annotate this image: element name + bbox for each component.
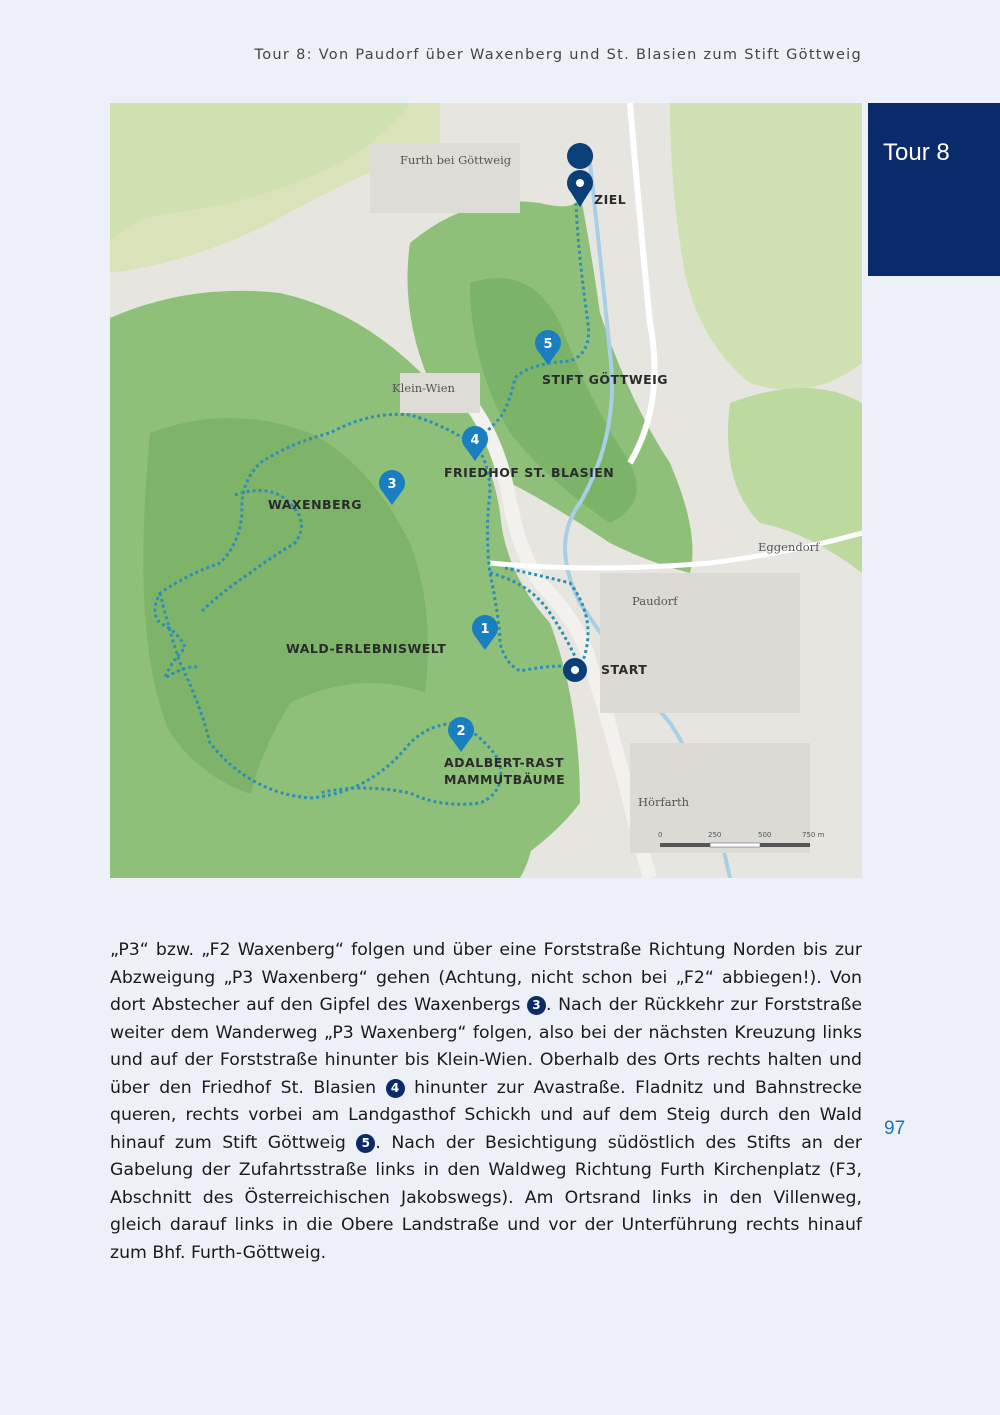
waypoint-badge-5: 5 [356, 1134, 375, 1153]
waypoint-3-number: 3 [387, 477, 397, 492]
town-paudorf [600, 573, 800, 713]
place-paudorf: Paudorf [632, 594, 678, 608]
waypoint-4-number: 4 [470, 433, 480, 448]
place-hoertarth: Hörfarth [638, 795, 690, 809]
waypoint-2-label-line2: MAMMUTBÄUME [444, 772, 566, 787]
waypoint-5-label: STIFT GÖTTWEIG [542, 372, 669, 387]
start-label: START [601, 662, 648, 677]
waypoint-4-label: FRIEDHOF ST. BLASIEN [444, 465, 615, 480]
waypoint-2-number: 2 [456, 724, 466, 739]
finish-label: ZIEL [594, 192, 627, 207]
place-furth: Furth bei Göttweig [400, 153, 512, 167]
waypoint-3-label: WAXENBERG [268, 497, 362, 512]
tour-description-paragraph [110, 937, 862, 1267]
scale-tick-2: 500 [758, 831, 772, 839]
waypoint-5-number: 5 [543, 337, 553, 352]
tour-tab-label: Tour 8 [883, 139, 950, 166]
text-segment-4: . Nach der Besichtigung südöstlich des Stifts an der Gabelung der Zufahrtsstraße links in den Waldweg Richtung Furth Kirchenplatz (F3, Abschnitt des Österreichischen Jakobswegs). Am Ortsrand links in den Villenweg, gleich darauf links in die Obere Landstraße und vor der Unterführung rechts hinauf zum Bhf. Furth-Göttweig. [110, 1132, 862, 1263]
page-number: 97 [884, 1118, 906, 1139]
tour-tab [868, 103, 1000, 276]
text-segment-3: hinunter zur Avastraße. Fladnitz und Bahnstrecke queren, rechts vorbei am Landgasthof Schickh und auf dem Steig durch den Wald hinauf zum Stift Göttweig [110, 1077, 862, 1153]
waypoint-badge-4: 4 [386, 1079, 405, 1098]
place-eggendorf: Eggendorf [758, 540, 820, 554]
start-marker[interactable] [563, 658, 587, 682]
waypoint-badge-3: 3 [527, 996, 546, 1015]
tour-description [110, 937, 862, 1267]
waypoint-1-number: 1 [480, 622, 490, 637]
waypoint-1-label: WALD-ERLEBNISWELT [286, 641, 447, 656]
running-head: Tour 8: Von Paudorf über Waxenberg und St. Blasien zum Stift Göttweig [254, 47, 862, 63]
text-segment-1: „P3“ bzw. „F2 Waxenberg“ folgen und über eine Forststraße Richtung Norden bis zur Abzweigung „P3 Waxenberg“ gehen (Achtung, nicht schon bei „F2“ abbiegen!). Von dort Abstecher auf den Gipfel des Waxenbergs [110, 940, 862, 1015]
route-map [110, 103, 862, 878]
scale-tick-1: 250 [708, 831, 722, 839]
map-canvas [110, 103, 862, 878]
text-segment-2: . Nach der Rückkehr zur Forststraße weiter dem Wanderweg „P3 Waxenberg“ folgen, also bei der nächsten Kreuzung links und auf der Forststraße hinunter bis Klein-Wien. Oberhalb des Orts rechts halten und über den Friedhof St. Blasien [110, 995, 862, 1098]
scale-tick-0: 0 [658, 831, 663, 839]
waypoint-2-label-line1: ADALBERT-RAST [444, 755, 565, 770]
place-klein-wien: Klein-Wien [392, 381, 455, 395]
scale-tick-3: 750 m [802, 831, 825, 839]
